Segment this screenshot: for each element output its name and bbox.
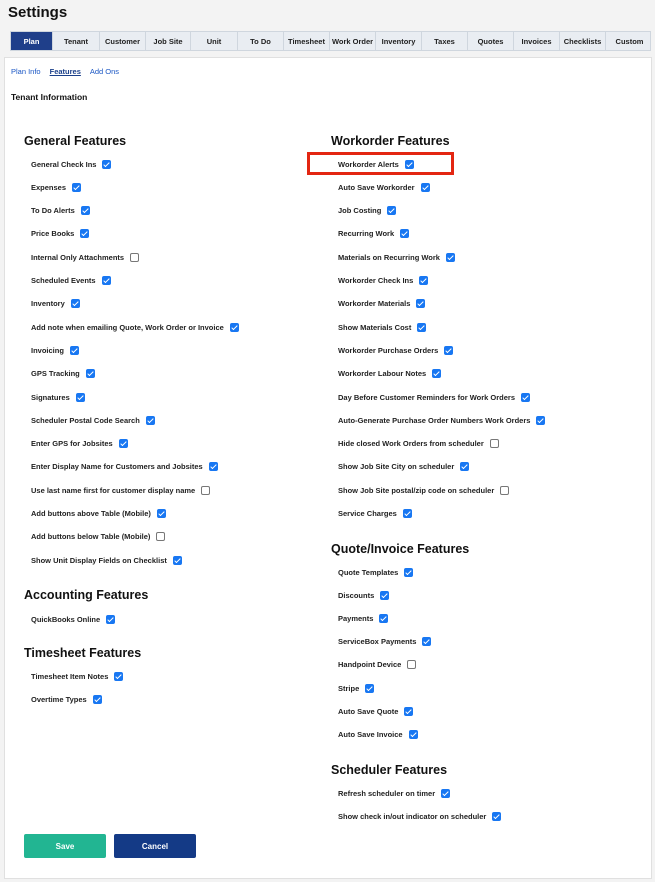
feature-label: Show Unit Display Fields on Checklist <box>31 555 167 565</box>
feature-row-quickbooks-online <box>31 613 115 625</box>
feature-checkbox-auto-save-quote[interactable] <box>404 707 413 716</box>
feature-label: Show check in/out indicator on scheduler <box>338 812 487 821</box>
tab-job-site[interactable]: Job Site <box>146 32 191 50</box>
feature-checkbox-payments[interactable] <box>379 614 388 623</box>
feature-checkbox-enter-gps-for-jobsites[interactable] <box>119 439 128 448</box>
feature-label: Refresh scheduler on timer <box>338 788 436 798</box>
feature-row-price-books <box>31 228 89 240</box>
feature-label: Job Costing <box>338 206 382 216</box>
feature-label: Use last name first for customer display name <box>31 485 196 495</box>
feature-checkbox-price-books[interactable] <box>80 229 89 238</box>
feature-label: Enter GPS for Jobsites <box>31 439 113 449</box>
tab-work-order[interactable]: Work Order <box>330 32 376 50</box>
feature-label: Add buttons below Table (Mobile) <box>31 532 151 542</box>
feature-row-add-buttons-below-table-mobile <box>31 531 165 543</box>
settings-tabbar <box>10 31 651 51</box>
feature-row-overtime-types <box>31 693 102 705</box>
feature-checkbox-add-note-when-emailing-quote-work-order-or-invoice[interactable] <box>230 323 239 332</box>
feature-row-gps-tracking <box>31 368 95 380</box>
feature-checkbox-auto-save-workorder[interactable] <box>421 183 430 192</box>
feature-row-auto-save-quote <box>338 705 413 717</box>
feature-row-show-materials-cost <box>338 321 426 333</box>
feature-label: Recurring Work <box>338 229 395 239</box>
save-button[interactable]: Save <box>24 834 106 858</box>
tab-unit[interactable]: Unit <box>191 32 238 50</box>
feature-row-show-check-in-out-indicator-on-scheduler <box>338 811 501 823</box>
feature-checkbox-show-check-in-out-indicator-on-scheduler[interactable] <box>492 812 501 821</box>
feature-label: Auto Save Workorder <box>338 182 415 192</box>
feature-checkbox-signatures[interactable] <box>76 393 85 402</box>
feature-checkbox-workorder-labour-notes[interactable] <box>432 369 441 378</box>
feature-row-general-check-ins <box>31 158 111 170</box>
feature-checkbox-enter-display-name-for-customers-and-jobsites[interactable] <box>209 462 218 471</box>
feature-row-use-last-name-first-for-customer-display-name <box>31 484 210 496</box>
feature-row-materials-on-recurring-work <box>338 251 455 263</box>
feature-label: Workorder Labour Notes <box>338 369 427 379</box>
feature-checkbox-expenses[interactable] <box>72 183 81 192</box>
feature-row-workorder-purchase-orders <box>338 344 453 356</box>
tab-invoices[interactable]: Invoices <box>514 32 560 50</box>
subnav-features[interactable]: Features <box>49 67 81 76</box>
tab-quotes[interactable]: Quotes <box>468 32 514 50</box>
feature-checkbox-gps-tracking[interactable] <box>86 369 95 378</box>
feature-label: Scheduler Postal Code Search <box>31 415 140 425</box>
feature-row-show-job-site-city-on-scheduler <box>338 461 469 473</box>
feature-checkbox-job-costing[interactable] <box>387 206 396 215</box>
tab-custom[interactable]: Custom <box>615 36 644 46</box>
feature-checkbox-workorder-alerts[interactable] <box>405 160 414 169</box>
page-title: Settings <box>8 4 68 21</box>
feature-row-inventory <box>31 298 80 310</box>
tab-plan[interactable]: Plan <box>11 32 53 50</box>
feature-label: Expenses <box>31 182 67 192</box>
feature-row-quote-templates <box>338 566 413 578</box>
feature-label: Show Job Site postal/zip code on scheduler <box>338 485 495 495</box>
feature-label: GPS Tracking <box>31 369 80 379</box>
feature-row-recurring-work <box>338 228 409 240</box>
feature-checkbox-workorder-materials[interactable] <box>416 299 425 308</box>
feature-checkbox-discounts[interactable] <box>380 591 389 600</box>
scheduler-features-heading: Scheduler Features <box>331 763 448 777</box>
feature-checkbox-workorder-purchase-orders[interactable] <box>444 346 453 355</box>
feature-row-workorder-materials <box>338 298 425 310</box>
feature-checkbox-add-buttons-above-table-mobile[interactable] <box>157 509 166 518</box>
feature-checkbox-handpoint-device[interactable] <box>407 660 416 669</box>
feature-row-show-job-site-postal-zip-code-on-scheduler <box>338 484 509 496</box>
tenant-information-heading: Tenant Information <box>11 92 88 102</box>
feature-row-auto-save-workorder <box>338 181 430 193</box>
feature-row-auto-save-invoice <box>338 728 418 740</box>
cancel-button[interactable]: Cancel <box>114 834 196 858</box>
feature-label: Timesheet Item Notes <box>31 671 109 681</box>
feature-checkbox-timesheet-item-notes[interactable] <box>114 672 123 681</box>
feature-label: Enter Display Name for Customers and Jobsites <box>31 462 203 472</box>
tab-to-do[interactable]: To Do <box>238 32 284 50</box>
tab-timesheet[interactable]: Timesheet <box>284 32 330 50</box>
feature-label: General Check Ins <box>31 159 97 169</box>
feature-checkbox-add-buttons-below-table-mobile[interactable] <box>156 532 165 541</box>
feature-label: Service Charges <box>338 509 397 518</box>
feature-label: Add note when emailing Quote, Work Order or Invoice <box>31 322 224 332</box>
feature-row-enter-display-name-for-customers-and-jobsites <box>31 461 218 473</box>
feature-row-payments <box>338 612 388 624</box>
feature-checkbox-show-job-site-postal-zip-code-on-scheduler[interactable] <box>500 486 509 495</box>
feature-checkbox-hide-closed-work-orders-from-scheduler[interactable] <box>490 439 499 448</box>
feature-row-hide-closed-work-orders-from-scheduler <box>338 438 499 450</box>
feature-checkbox-to-do-alerts[interactable] <box>81 206 90 215</box>
feature-checkbox-general-check-ins[interactable] <box>102 160 111 169</box>
feature-row-timesheet-item-notes <box>31 670 123 682</box>
feature-label: Handpoint Device <box>338 660 402 670</box>
subnav-add-ons[interactable]: Add Ons <box>89 67 120 76</box>
feature-checkbox-refresh-scheduler-on-timer[interactable] <box>441 789 450 798</box>
feature-label: QuickBooks Online <box>31 614 101 624</box>
feature-row-to-do-alerts <box>31 205 90 217</box>
tab-taxes[interactable]: Taxes <box>422 32 468 50</box>
feature-checkbox-stripe[interactable] <box>365 684 374 693</box>
feature-label: Internal Only Attachments <box>31 252 125 262</box>
feature-checkbox-recurring-work[interactable] <box>400 229 409 238</box>
feature-checkbox-servicebox-payments[interactable] <box>422 637 431 646</box>
feature-label: Scheduled Events <box>31 276 96 285</box>
feature-row-stripe <box>338 682 374 694</box>
feature-checkbox-show-materials-cost[interactable] <box>417 323 426 332</box>
feature-checkbox-day-before-customer-reminders-for-work-orders[interactable] <box>521 393 530 402</box>
feature-label: Add buttons above Table (Mobile) <box>31 509 151 518</box>
feature-label: ServiceBox Payments <box>338 637 417 647</box>
feature-checkbox-auto-save-invoice[interactable] <box>409 730 418 739</box>
feature-checkbox-scheduled-events[interactable] <box>102 276 111 285</box>
feature-checkbox-invoicing[interactable] <box>70 346 79 355</box>
tab-customer[interactable]: Customer <box>100 32 146 50</box>
feature-checkbox-scheduler-postal-code-search[interactable] <box>146 416 155 425</box>
feature-row-refresh-scheduler-on-timer <box>338 787 450 799</box>
quote-invoice-features-heading: Quote/Invoice Features <box>331 542 470 556</box>
feature-label: Workorder Check Ins <box>338 276 414 285</box>
feature-label: Materials on Recurring Work <box>338 252 440 262</box>
feature-row-workorder-labour-notes <box>338 368 441 380</box>
feature-label: Auto Save Invoice <box>338 729 403 739</box>
feature-row-handpoint-device <box>338 659 416 671</box>
general-features-heading: General Features <box>24 134 127 148</box>
timesheet-features-heading: Timesheet Features <box>24 646 142 660</box>
feature-row-add-note-when-emailing-quote-work-order-or-invoice <box>31 321 239 333</box>
feature-label: Hide closed Work Orders from scheduler <box>338 439 484 449</box>
feature-checkbox-auto-generate-purchase-order-numbers-work-orders[interactable] <box>536 416 545 425</box>
feature-checkbox-workorder-check-ins[interactable] <box>419 276 428 285</box>
feature-label: Signatures <box>31 392 70 402</box>
feature-row-show-unit-display-fields-on-checklist <box>31 554 182 566</box>
tab-checklists[interactable]: Checklists <box>560 32 606 50</box>
feature-row-scheduled-events <box>31 275 111 287</box>
feature-row-invoicing <box>31 344 79 356</box>
feature-checkbox-quickbooks-online[interactable] <box>106 615 115 624</box>
subnav-plan-info[interactable]: Plan Info <box>11 67 41 76</box>
feature-row-service-charges <box>338 508 412 520</box>
feature-checkbox-quote-templates[interactable] <box>404 568 413 577</box>
feature-checkbox-inventory[interactable] <box>71 299 80 308</box>
feature-row-job-costing <box>338 205 396 217</box>
feature-label: To Do Alerts <box>31 206 75 216</box>
feature-checkbox-internal-only-attachments[interactable] <box>130 253 139 262</box>
feature-label: Stripe <box>338 683 360 693</box>
feature-label: Show Job Site City on scheduler <box>338 462 455 472</box>
workorder-features-heading: Workorder Features <box>331 134 450 148</box>
tab-inventory[interactable]: Inventory <box>376 32 422 50</box>
feature-row-workorder-check-ins <box>338 275 428 287</box>
settings-panel <box>4 57 652 879</box>
subnav <box>11 67 119 76</box>
feature-label: Auto-Generate Purchase Order Numbers Work Orders <box>338 415 531 425</box>
feature-row-add-buttons-above-table-mobile <box>31 508 166 520</box>
feature-checkbox-overtime-types[interactable] <box>93 695 102 704</box>
feature-label: Invoicing <box>31 345 64 355</box>
feature-checkbox-materials-on-recurring-work[interactable] <box>446 253 455 262</box>
feature-checkbox-show-job-site-city-on-scheduler[interactable] <box>460 462 469 471</box>
feature-label: Payments <box>338 613 374 623</box>
feature-checkbox-show-unit-display-fields-on-checklist[interactable] <box>173 556 182 565</box>
feature-row-scheduler-postal-code-search <box>31 414 155 426</box>
feature-row-workorder-alerts <box>338 158 414 170</box>
feature-label: Day Before Customer Reminders for Work Orders <box>338 392 515 402</box>
feature-row-expenses <box>31 181 81 193</box>
feature-row-signatures <box>31 391 85 403</box>
feature-label: Price Books <box>31 229 75 239</box>
feature-label: Workorder Alerts <box>338 159 399 169</box>
feature-checkbox-service-charges[interactable] <box>403 509 412 518</box>
feature-label: Quote Templates <box>338 567 399 577</box>
feature-row-servicebox-payments <box>338 636 431 648</box>
feature-row-internal-only-attachments <box>31 251 139 263</box>
feature-label: Workorder Materials <box>338 299 411 309</box>
feature-row-auto-generate-purchase-order-numbers-work-orders <box>338 414 545 426</box>
feature-label: Workorder Purchase Orders <box>338 345 439 355</box>
feature-label: Auto Save Quote <box>338 706 399 716</box>
accounting-features-heading: Accounting Features <box>24 588 149 602</box>
feature-label: Show Materials Cost <box>338 322 412 332</box>
tab-tenant[interactable]: Tenant <box>53 32 100 50</box>
feature-row-day-before-customer-reminders-for-work-orders <box>338 391 530 403</box>
feature-row-enter-gps-for-jobsites <box>31 438 128 450</box>
feature-label: Overtime Types <box>31 694 87 704</box>
feature-row-discounts <box>338 589 389 601</box>
feature-label: Inventory <box>31 299 65 309</box>
feature-checkbox-use-last-name-first-for-customer-display-name[interactable] <box>201 486 210 495</box>
feature-label: Discounts <box>338 590 375 600</box>
